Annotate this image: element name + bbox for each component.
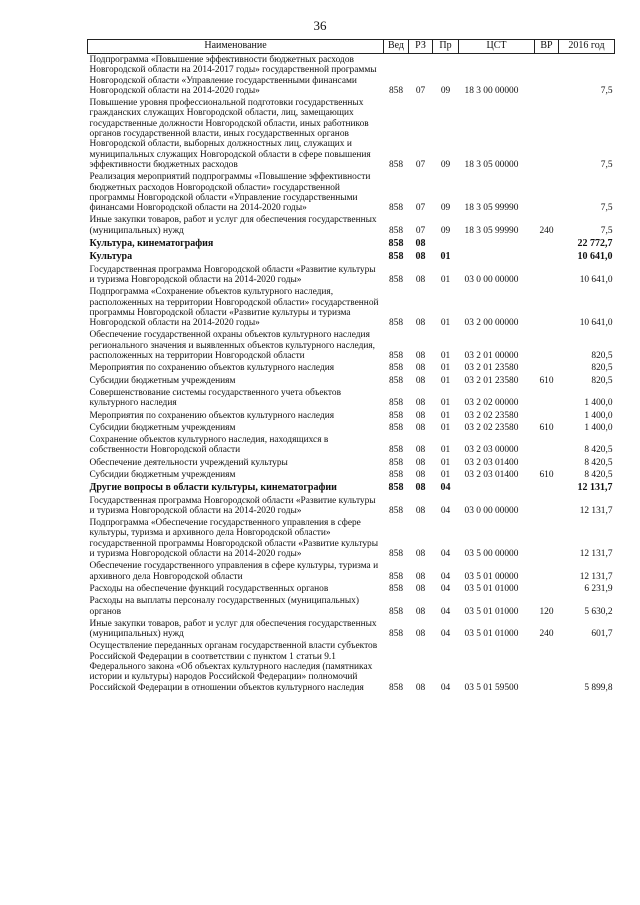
table-row	[88, 560, 615, 583]
row-vr	[535, 264, 559, 287]
row-pr: 09	[440, 225, 451, 236]
row-cst: 18 3 00 00000	[464, 85, 519, 96]
row-rz: 07	[415, 85, 426, 96]
row-pr: 01	[440, 363, 451, 374]
table-row	[88, 97, 615, 171]
row-rz: 08	[415, 583, 426, 594]
row-name: Подпрограмма «Обеспечение государственного управления в сфере культуры, туризма и архивного дела Новгородской области» государственной программы Новгородской области «Развитие культуры и туризма Новгородской области на 2014-2020 годы»	[89, 518, 379, 560]
table-row	[88, 457, 615, 469]
row-rz: 08	[415, 318, 426, 329]
row-ved: 858	[388, 549, 404, 560]
row-rz: 08	[415, 469, 426, 480]
row-pr: 09	[440, 203, 451, 214]
row-amount: 8 420,5	[584, 469, 613, 480]
row-rz: 08	[415, 274, 426, 285]
row-name: Культура	[89, 251, 133, 263]
row-rz: 08	[415, 410, 426, 421]
row-cst: 03 5 01 01000	[464, 583, 519, 594]
row-cst	[459, 250, 535, 263]
table-row	[88, 375, 615, 387]
row-ved: 858	[388, 238, 404, 250]
row-rz: 08	[415, 549, 426, 560]
table-row	[88, 517, 615, 560]
row-amount: 5 899,8	[584, 682, 613, 693]
row-pr: 09	[440, 159, 451, 170]
row-amount: 820,5	[591, 351, 613, 362]
row-rz: 08	[415, 422, 426, 433]
row-name: Мероприятия по сохранению объектов культурного наследия	[89, 363, 335, 374]
row-amount: 5 630,2	[584, 606, 613, 617]
row-ved: 858	[388, 682, 404, 693]
row-vr: 240	[539, 225, 554, 236]
table-row	[88, 286, 615, 329]
row-amount: 1 400,0	[584, 422, 613, 433]
row-cst: 03 2 03 01400	[464, 469, 519, 480]
row-amount: 12 131,7	[579, 505, 613, 516]
row-name: Обеспечение деятельности учреждений культуры	[89, 457, 288, 468]
row-name: Субсидии бюджетным учреждениям	[89, 469, 236, 480]
row-rz: 08	[415, 251, 426, 263]
page-number: 36	[313, 18, 327, 33]
table-row	[88, 422, 615, 434]
row-vr	[535, 457, 559, 469]
row-pr: 01	[440, 457, 451, 468]
row-vr	[535, 560, 559, 583]
table-row	[88, 264, 615, 287]
row-pr: 01	[440, 375, 451, 386]
row-ved: 858	[388, 410, 404, 421]
row-vr	[535, 362, 559, 374]
row-amount: 10 641,0	[579, 318, 613, 329]
row-name: Совершенствование системы государственного учета объектов культурного наследия	[89, 387, 342, 409]
row-vr	[535, 329, 559, 362]
row-rz: 07	[415, 159, 426, 170]
row-cst: 03 5 01 01000	[464, 629, 519, 640]
row-amount: 12 131,7	[577, 482, 613, 494]
row-amount: 7,5	[600, 225, 613, 236]
table-row	[88, 618, 615, 641]
row-amount: 22 772,7	[577, 238, 613, 250]
row-cst: 03 2 03 01400	[464, 457, 519, 468]
col-header-vr: ВР	[535, 40, 559, 54]
row-ved: 858	[388, 251, 404, 263]
row-vr: 610	[539, 469, 554, 480]
row-pr: 01	[440, 398, 451, 409]
table-row	[88, 583, 615, 595]
table-row	[88, 595, 615, 618]
row-pr	[433, 237, 459, 250]
row-pr: 04	[440, 505, 451, 516]
row-name: Государственная программа Новгородской области «Развитие культуры и туризма Новгородской области на 2014-2020 годы»	[89, 264, 376, 285]
row-pr: 01	[440, 445, 451, 456]
row-ved: 858	[388, 583, 404, 594]
row-vr	[535, 410, 559, 422]
row-name: Субсидии бюджетным учреждениям	[89, 422, 236, 433]
row-name: Другие вопросы в области культуры, кинематографии	[89, 482, 337, 494]
row-vr	[535, 54, 559, 98]
row-ved: 858	[388, 482, 404, 494]
row-rz: 08	[415, 351, 426, 362]
row-amount: 7,5	[600, 203, 613, 214]
col-header-pr: Пр	[433, 40, 459, 54]
row-pr: 01	[440, 274, 451, 285]
row-name: Государственная программа Новгородской области «Развитие культуры и туризма Новгородской области на 2014-2020 годы»	[89, 495, 376, 516]
table-row	[88, 469, 615, 481]
row-rz: 08	[415, 445, 426, 456]
row-pr: 04	[440, 482, 451, 494]
row-rz: 08	[415, 571, 426, 582]
row-ved: 858	[388, 606, 404, 617]
row-vr	[535, 481, 559, 494]
row-cst: 03 5 01 59500	[464, 682, 519, 693]
row-rz: 08	[415, 398, 426, 409]
row-amount: 820,5	[591, 363, 613, 374]
row-ved: 858	[388, 398, 404, 409]
row-amount: 8 420,5	[584, 445, 613, 456]
row-ved: 858	[388, 445, 404, 456]
row-vr	[535, 97, 559, 171]
row-cst: 18 3 05 99990	[464, 225, 519, 236]
row-ved: 858	[388, 274, 404, 285]
row-cst: 03 0 00 00000	[464, 274, 519, 285]
row-pr: 01	[440, 318, 451, 329]
row-pr: 01	[440, 251, 451, 263]
row-vr	[535, 495, 559, 518]
row-pr: 01	[440, 351, 451, 362]
table-row	[88, 387, 615, 410]
row-amount: 1 400,0	[584, 410, 613, 421]
row-rz: 08	[415, 606, 426, 617]
col-header-year: 2016 год	[559, 40, 615, 54]
table-row	[88, 54, 615, 98]
row-ved: 858	[388, 422, 404, 433]
row-vr: 610	[539, 375, 554, 386]
row-ved: 858	[388, 225, 404, 236]
col-header-name: Наименование	[88, 40, 384, 54]
row-vr	[535, 583, 559, 595]
table-header-row	[88, 40, 615, 54]
row-pr: 04	[440, 629, 451, 640]
row-amount: 8 420,5	[584, 457, 613, 468]
row-rz: 08	[415, 682, 426, 693]
row-name: Подпрограмма «Повышение эффективности бюджетных расходов Новгородской области на 2014-2017 годы» государственной программы Новгородской области «Управление государственными финансами Новгородской области на 2014-2020 годы»	[89, 55, 377, 96]
row-name: Обеспечение государственного управления в сфере культуры, туризма и архивного дела Новгородской области	[89, 561, 379, 582]
row-ved: 858	[388, 571, 404, 582]
row-pr: 01	[440, 469, 451, 480]
row-cst: 18 3 05 00000	[464, 159, 519, 170]
row-name: Субсидии бюджетным учреждениям	[89, 375, 236, 386]
row-vr: 610	[539, 422, 554, 433]
table-row	[88, 434, 615, 457]
row-name: Реализация мероприятий подпрограммы «Повышение эффективности бюджетных расходов Новгородской области» государственной программы Новгородской области «Управление государственными финансами Новгородской области на 2014-2020 годы»	[89, 172, 371, 214]
row-amount: 7,5	[600, 85, 613, 96]
row-rz: 08	[415, 482, 426, 494]
table-row	[88, 237, 615, 250]
row-pr: 01	[440, 422, 451, 433]
table-row	[88, 495, 615, 518]
row-ved: 858	[388, 203, 404, 214]
row-amount: 12 131,7	[579, 549, 613, 560]
row-ved: 858	[388, 318, 404, 329]
row-pr: 04	[440, 606, 451, 617]
row-cst: 03 2 02 00000	[464, 398, 519, 409]
table-row	[88, 214, 615, 237]
row-amount: 601,7	[591, 629, 613, 640]
row-cst: 03 2 03 00000	[464, 445, 519, 456]
table-row	[88, 410, 615, 422]
row-rz: 08	[415, 457, 426, 468]
row-name: Иные закупки товаров, работ и услуг для обеспечения государственных (муниципальных) нужд	[89, 215, 377, 236]
row-amount: 6 231,9	[584, 583, 613, 594]
row-vr	[535, 250, 559, 263]
row-ved: 858	[388, 363, 404, 374]
row-vr	[535, 387, 559, 410]
table-row	[88, 171, 615, 214]
row-cst: 03 5 01 00000	[464, 571, 519, 582]
row-cst: 03 2 00 00000	[464, 318, 519, 329]
row-vr	[535, 517, 559, 560]
row-rz: 08	[415, 363, 426, 374]
row-amount: 12 131,7	[579, 571, 613, 582]
row-cst	[459, 237, 535, 250]
row-rz: 07	[415, 225, 426, 236]
row-vr	[535, 237, 559, 250]
row-name: Повышение уровня профессиональной подготовки государственных гражданских служащих Новгородской области, лиц, замещающих государственные должности Новгородской области, иных работников органов государственной власти, иных государственных органов Новгородской области, выборных должностных лиц, служащих и муниципальных служащих Новгородской области в сфере повышения эффективности бюджетных расходов	[89, 98, 371, 170]
budget-table-body	[88, 54, 615, 694]
row-ved: 858	[388, 457, 404, 468]
row-pr: 04	[440, 583, 451, 594]
row-amount: 10 641,0	[579, 274, 613, 285]
row-name: Культура, кинематография	[89, 238, 214, 250]
row-vr	[535, 434, 559, 457]
row-pr: 09	[440, 85, 451, 96]
row-rz: 08	[415, 505, 426, 516]
row-name: Расходы на обеспечение функций государственных органов	[89, 583, 329, 594]
row-name: Обеспечение государственной охраны объектов культурного наследия регионального значения и выявленных объектов культурного наследия, расположенных на территории Новгородской области	[89, 330, 376, 362]
row-pr: 04	[440, 571, 451, 582]
row-ved: 858	[388, 469, 404, 480]
row-vr: 240	[539, 629, 554, 640]
row-cst: 03 2 02 23580	[464, 422, 519, 433]
table-row	[88, 362, 615, 374]
row-cst: 03 5 01 01000	[464, 606, 519, 617]
row-name: Сохранение объектов культурного наследия, находящихся в собственности Новгородской области	[89, 435, 329, 456]
row-ved: 858	[388, 85, 404, 96]
row-cst: 03 0 00 00000	[464, 505, 519, 516]
row-ved: 858	[388, 629, 404, 640]
row-name: Мероприятия по сохранению объектов культурного наследия	[89, 410, 335, 421]
row-name: Расходы на выплаты персоналу государственных (муниципальных) органов	[89, 596, 359, 617]
row-vr	[535, 640, 559, 693]
row-vr	[535, 171, 559, 214]
row-rz: 08	[415, 238, 426, 250]
row-rz: 07	[415, 203, 426, 214]
row-amount: 1 400,0	[584, 398, 613, 409]
table-row	[88, 481, 615, 494]
row-ved: 858	[388, 505, 404, 516]
col-header-cst: ЦСТ	[459, 40, 535, 54]
row-vr	[535, 286, 559, 329]
row-cst: 03 5 00 00000	[464, 549, 519, 560]
row-pr: 04	[440, 682, 451, 693]
row-vr: 120	[539, 606, 554, 617]
row-ved: 858	[388, 159, 404, 170]
row-ved: 858	[388, 375, 404, 386]
row-cst: 03 2 01 23580	[464, 363, 519, 374]
row-cst: 18 3 05 99990	[464, 203, 519, 214]
row-rz: 08	[415, 629, 426, 640]
row-cst: 03 2 02 23580	[464, 410, 519, 421]
budget-table	[87, 39, 615, 694]
table-row	[88, 640, 615, 693]
row-amount: 820,5	[591, 375, 613, 386]
row-cst: 03 2 01 23580	[464, 375, 519, 386]
row-name: Иные закупки товаров, работ и услуг для обеспечения государственных (муниципальных) нужд	[89, 618, 377, 640]
row-cst	[459, 481, 535, 494]
row-rz: 08	[415, 375, 426, 386]
row-ved: 858	[388, 351, 404, 362]
row-pr: 01	[440, 410, 451, 421]
row-amount: 10 641,0	[577, 251, 613, 263]
table-row	[88, 250, 615, 263]
row-name: Подпрограмма «Сохранение объектов культурного наследия, расположенных на территории Новгородской области» государственной программы Новгородской области «Развитие культуры и туризма Новгородской области на 2014-2020 годы»	[89, 287, 379, 329]
row-name: Осуществление переданных органам государственной власти субъектов Российской Федерации в соответствии с пунктом 1 статьи 9.1 Федерального закона «Об объектах культурного наследия (памятниках истории и культуры) народов Российской Федерации» полномочий Российской Федерации в отношении объектов культурного наследия	[89, 641, 378, 693]
row-pr: 04	[440, 549, 451, 560]
col-header-ved: Вед	[384, 40, 409, 54]
table-row	[88, 329, 615, 362]
col-header-rz: РЗ	[409, 40, 433, 54]
row-amount: 7,5	[600, 159, 613, 170]
row-cst: 03 2 01 00000	[464, 351, 519, 362]
